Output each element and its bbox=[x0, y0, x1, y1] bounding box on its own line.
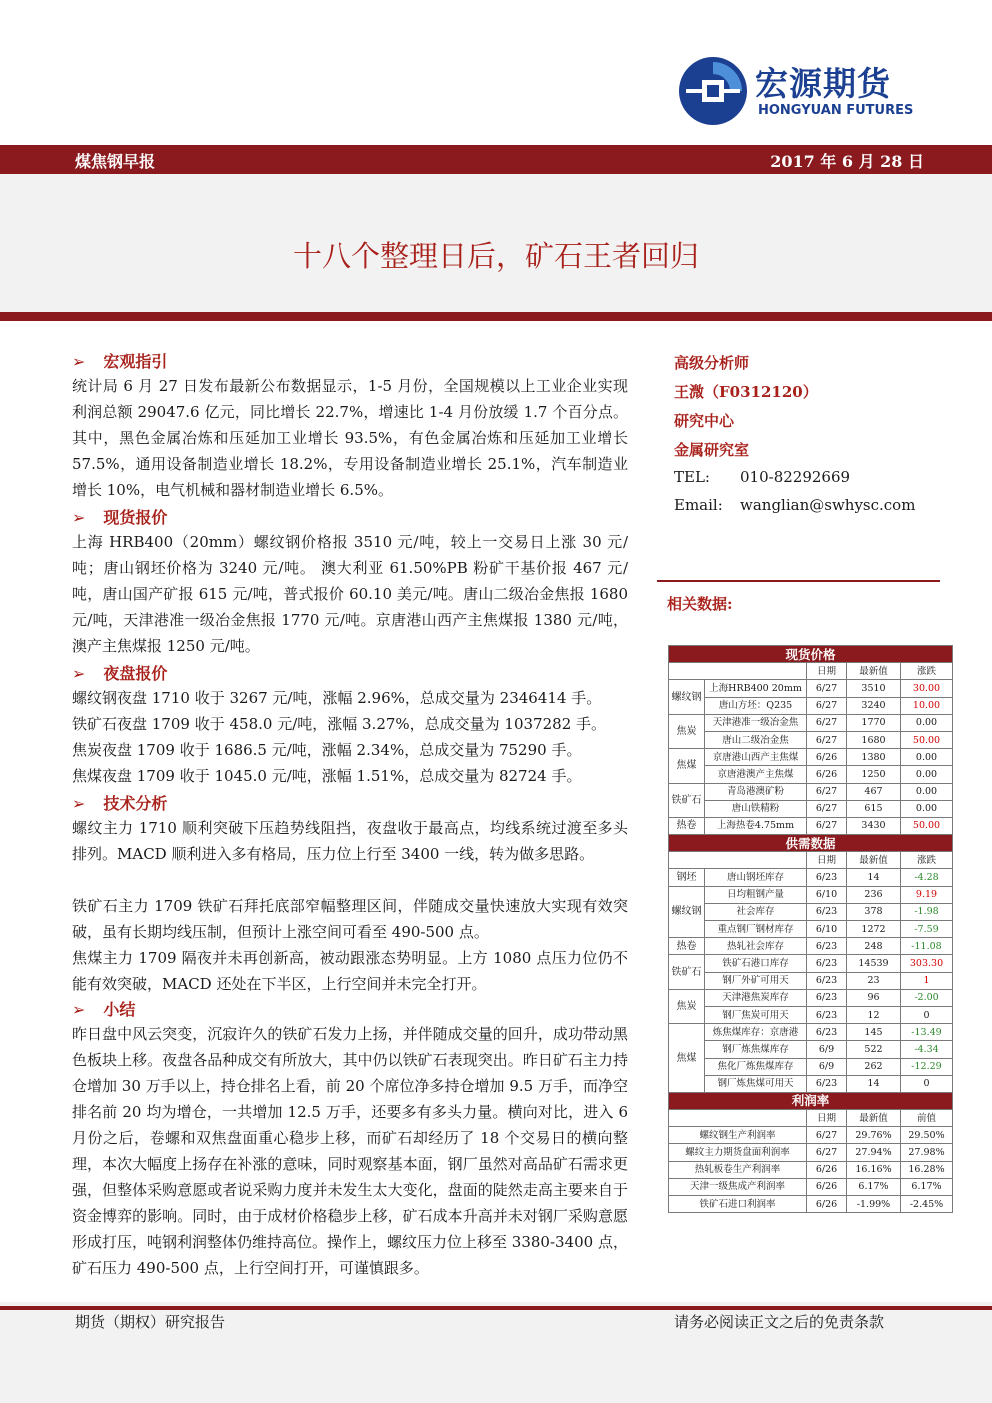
indicator-name-cell: 天津港焦炭库存 bbox=[705, 989, 807, 1006]
value-cell: 6.17% bbox=[847, 1178, 901, 1195]
date-cell: 6/26 bbox=[807, 749, 847, 766]
previous-value-cell: 16.28% bbox=[901, 1161, 953, 1178]
value-cell: 29.76% bbox=[847, 1127, 901, 1144]
change-cell: -7.59 bbox=[901, 921, 953, 938]
value-cell: 1770 bbox=[847, 714, 901, 731]
tech-paragraph-ore: 铁矿石主力 1709 铁矿石拜托底部窄幅整理区间，伴随成交量快速放大实现有效突破，虽有长期均线压制，但预计上涨空间可看至 490-500 点。 bbox=[72, 897, 628, 941]
value-cell: 23 bbox=[847, 972, 901, 989]
sidebar-divider bbox=[657, 580, 940, 582]
value-cell: 3510 bbox=[847, 680, 901, 697]
night-paragraph-coal: 焦煤夜盘 1709 收于 1045.0 元/吨，涨幅 1.51%，总成交量为 82724 手。 bbox=[72, 767, 582, 785]
table-row bbox=[669, 800, 953, 817]
section-heading-tech: ➢ 技术分析 bbox=[72, 794, 168, 813]
analyst-role: 高级分析师 bbox=[674, 354, 750, 372]
value-cell: 1380 bbox=[847, 749, 901, 766]
change-cell: -4.28 bbox=[901, 869, 953, 886]
table-row bbox=[669, 1058, 953, 1075]
column-header-cell: 最新值 bbox=[847, 663, 901, 680]
change-cell: 30.00 bbox=[901, 680, 953, 697]
table-column-header bbox=[669, 663, 953, 680]
analyst-email: Email: wanglian@swhysc.com bbox=[674, 496, 916, 514]
table-row bbox=[669, 972, 953, 989]
section-title-cell: 供需数据 bbox=[669, 835, 953, 852]
category-cell: 钢坯 bbox=[669, 869, 705, 886]
summary-paragraph: 昨日盘中风云突变，沉寂许久的铁矿石发力上扬，并伴随成交量的回升，成功带动黑色板块上移。夜盘各品种成交有所放大，其中仍以铁矿石表现突出。昨日矿石主力持仓增加 30 万手以上，持仓排名上看，前 20 个席位净多持仓增加 9.5 万手，而净空排名前 20 均为增仓，一共增加 12.5 万手，还要多有多头力量。横向对比，进入 6 月份之后，卷螺和双焦盘面重心稳步上移，而矿石却经历了 18 个交易日的横向整理，本次大幅度上扬存在补涨的意味，同时观察基本面，钢厂虽然对高品矿石需求更强，但整体采购意愿或者说采购力度并未发生太大变化，盘面的陡然走高主要来自于资金博弈的影响。同时，由于成材价格稳步上移，矿石成本升高并未对钢厂采购意愿形成打压，吨钢利润整体仍维持高位。操作上，螺纹压力位上移至 3380-3400 点，矿石压力 490-500 点，上行空间打开，可谨慎跟多。 bbox=[72, 1025, 628, 1277]
tech-paragraph-coal: 焦煤主力 1709 隔夜并未再创新高，被动跟涨态势明显。上方 1080 点压力位仍不能有效突破，MACD 还处在下半区，上行空间并未完全打开。 bbox=[72, 949, 628, 993]
indicator-name-cell: 焦化厂炼焦煤库存 bbox=[705, 1058, 807, 1075]
footer-left-text: 期货（期权）研究报告 bbox=[75, 1313, 226, 1331]
report-type: 煤焦钢早报 bbox=[75, 152, 156, 171]
brand-name-en: HONGYUAN FUTURES bbox=[758, 103, 914, 118]
column-header-cell: 最新值 bbox=[847, 1110, 901, 1127]
night-paragraph-rebar: 螺纹钢夜盘 1710 收于 3267 元/吨，涨幅 2.96%，总成交量为 2346414 手。 bbox=[72, 689, 602, 707]
table-row bbox=[669, 817, 953, 834]
date-cell: 6/26 bbox=[807, 1196, 847, 1213]
date-cell: 6/10 bbox=[807, 886, 847, 903]
table-row bbox=[669, 938, 953, 955]
brand-name-cn: 宏源期货 bbox=[755, 64, 891, 103]
indicator-name-cell: 唐山方坯：Q235 bbox=[705, 697, 807, 714]
date-cell: 6/27 bbox=[807, 714, 847, 731]
value-cell: 1272 bbox=[847, 921, 901, 938]
category-cell: 螺纹钢 bbox=[669, 886, 705, 938]
change-cell: 50.00 bbox=[901, 817, 953, 834]
category-cell: 焦炭 bbox=[669, 989, 705, 1023]
indicator-name-cell: 日均粗钢产量 bbox=[705, 886, 807, 903]
date-cell: 6/26 bbox=[807, 1178, 847, 1195]
table-column-header bbox=[669, 1110, 953, 1127]
section-title-cell: 现货价格 bbox=[669, 646, 953, 663]
market-data-table bbox=[668, 645, 953, 1213]
indicator-name-cell: 钢厂炼焦煤可用天 bbox=[705, 1075, 807, 1092]
indicator-name-cell: 社会库存 bbox=[705, 903, 807, 920]
indicator-name-cell: 唐山钢坯库存 bbox=[705, 869, 807, 886]
indicator-name-cell: 铁矿石进口利润率 bbox=[669, 1196, 807, 1213]
title-divider bbox=[0, 312, 992, 321]
section-heading-night: ➢ 夜盘报价 bbox=[72, 664, 168, 683]
value-cell: 1250 bbox=[847, 766, 901, 783]
arrow-bullet-icon: ➢ bbox=[72, 508, 86, 527]
value-cell: 145 bbox=[847, 1024, 901, 1041]
table-section-header bbox=[669, 835, 953, 852]
tech-paragraph-rebar: 螺纹主力 1710 顺利突破下压趋势线阻挡，夜盘收于最高点，均线系统过渡至多头排列。MACD 顺利进入多有格局，压力位上行至 3400 一线，转为做多思路。 bbox=[72, 819, 628, 863]
column-header-cell: 前值 bbox=[901, 1110, 953, 1127]
value-cell: 14539 bbox=[847, 955, 901, 972]
date-cell: 6/27 bbox=[807, 680, 847, 697]
section-heading-spot: ➢ 现货报价 bbox=[72, 508, 168, 527]
value-cell: 14 bbox=[847, 1075, 901, 1092]
table-row bbox=[669, 1024, 953, 1041]
table-row bbox=[669, 1144, 953, 1161]
column-header-cell: 日期 bbox=[807, 852, 847, 869]
date-cell: 6/27 bbox=[807, 1127, 847, 1144]
spot-paragraph: 上海 HRB400（20mm）螺纹钢价格报 3510 元/吨，较上一交易日上涨 30 元/吨；唐山钢坯价格为 3240 元/吨。 澳大利亚 61.50%PB 粉矿干基价报 467 元/吨，唐山国产矿报 615 元/吨，普式报价 60.10 美元/吨。唐山二级冶金焦报 1680 元/吨，天津港准一级冶金焦报 1770 元/吨。京唐港山西产主焦煤报 1380 元/吨，澳产主焦煤报 1250 元/吨。 bbox=[72, 533, 628, 655]
table-row bbox=[669, 989, 953, 1006]
analyst-tel: TEL: 010-82292669 bbox=[674, 468, 851, 486]
change-cell: 0 bbox=[901, 1075, 953, 1092]
arrow-bullet-icon: ➢ bbox=[72, 352, 86, 371]
date-cell: 6/23 bbox=[807, 1075, 847, 1092]
value-cell: 16.16% bbox=[847, 1161, 901, 1178]
table-row bbox=[669, 1178, 953, 1195]
footer-disclaimer: 请务必阅读正文之后的免责条款 bbox=[673, 1313, 884, 1331]
value-cell: -1.99% bbox=[847, 1196, 901, 1213]
logo-icon bbox=[678, 56, 748, 126]
indicator-name-cell: 热轧板卷生产利润率 bbox=[669, 1161, 807, 1178]
table-row bbox=[669, 1041, 953, 1058]
table-row bbox=[669, 1161, 953, 1178]
change-cell: 0 bbox=[901, 1006, 953, 1023]
analyst-name: 王溦（F0312120） bbox=[674, 383, 818, 401]
date-cell: 6/9 bbox=[807, 1058, 847, 1075]
table-row bbox=[669, 903, 953, 920]
indicator-name-cell: 上海热卷4.75mm bbox=[705, 817, 807, 834]
macro-paragraph: 统计局 6 月 27 日发布最新公布数据显示，1-5 月份，全国规模以上工业企业实现利润总额 29047.6 亿元，同比增长 22.7%，增速比 1-4 月份放缓 1.7 个百分点。其中，黑色金属冶炼和压延加工业增长 93.5%，有色金属冶炼和压延加工业增长 57.5%，通用设备制造业增长 18.2%，专用设备制造业增长 25.1%，汽车制造业增长 10%，电气机械和器材制造业增长 6.5%。 bbox=[72, 377, 628, 499]
indicator-name-cell: 京唐港山西产主焦煤 bbox=[705, 749, 807, 766]
table-section-header bbox=[669, 646, 953, 663]
date-cell: 6/27 bbox=[807, 783, 847, 800]
previous-value-cell: 6.17% bbox=[901, 1178, 953, 1195]
report-date: 2017 年 6 月 28 日 bbox=[770, 152, 924, 171]
indicator-name-cell: 唐山铁精粉 bbox=[705, 800, 807, 817]
table-row bbox=[669, 749, 953, 766]
change-cell: -2.00 bbox=[901, 989, 953, 1006]
date-cell: 6/23 bbox=[807, 869, 847, 886]
analyst-subdept: 金属研究室 bbox=[674, 441, 750, 459]
value-cell: 236 bbox=[847, 886, 901, 903]
column-header-cell: 涨跌 bbox=[901, 663, 953, 680]
date-cell: 6/27 bbox=[807, 731, 847, 748]
column-header-cell: 涨跌 bbox=[901, 852, 953, 869]
change-cell: 1 bbox=[901, 972, 953, 989]
indicator-name-cell: 青岛港澳矿粉 bbox=[705, 783, 807, 800]
change-cell: 0.00 bbox=[901, 800, 953, 817]
column-header-cell: 最新值 bbox=[847, 852, 901, 869]
arrow-bullet-icon: ➢ bbox=[72, 664, 86, 683]
date-cell: 6/26 bbox=[807, 766, 847, 783]
date-cell: 6/27 bbox=[807, 817, 847, 834]
table-column-header bbox=[669, 852, 953, 869]
value-cell: 248 bbox=[847, 938, 901, 955]
change-cell: 10.00 bbox=[901, 697, 953, 714]
footer-rule bbox=[0, 1306, 992, 1310]
column-header-cell: 日期 bbox=[807, 663, 847, 680]
date-cell: 6/27 bbox=[807, 1144, 847, 1161]
indicator-name-cell: 重点钢厂钢材库存 bbox=[705, 921, 807, 938]
date-cell: 6/23 bbox=[807, 955, 847, 972]
date-cell: 6/26 bbox=[807, 1161, 847, 1178]
date-cell: 6/27 bbox=[807, 697, 847, 714]
date-cell: 6/23 bbox=[807, 1006, 847, 1023]
table-row bbox=[669, 1075, 953, 1092]
indicator-name-cell: 天津港准一级冶金焦 bbox=[705, 714, 807, 731]
change-cell: 9.19 bbox=[901, 886, 953, 903]
value-cell: 12 bbox=[847, 1006, 901, 1023]
date-cell: 6/10 bbox=[807, 921, 847, 938]
indicator-name-cell: 热轧社会库存 bbox=[705, 938, 807, 955]
indicator-name-cell: 唐山二级冶金焦 bbox=[705, 731, 807, 748]
table-row bbox=[669, 869, 953, 886]
date-cell: 6/27 bbox=[807, 800, 847, 817]
value-cell: 27.94% bbox=[847, 1144, 901, 1161]
night-paragraph-ore: 铁矿石夜盘 1709 收于 458.0 元/吨，涨幅 3.27%，总成交量为 1037282 手。 bbox=[72, 715, 607, 733]
table-row bbox=[669, 697, 953, 714]
value-cell: 14 bbox=[847, 869, 901, 886]
category-cell: 铁矿石 bbox=[669, 783, 705, 817]
date-cell: 6/23 bbox=[807, 903, 847, 920]
date-cell: 6/9 bbox=[807, 1041, 847, 1058]
category-cell: 热卷 bbox=[669, 938, 705, 955]
arrow-bullet-icon: ➢ bbox=[72, 1000, 86, 1019]
indicator-name-cell: 钢厂炼焦煤库存 bbox=[705, 1041, 807, 1058]
value-cell: 3240 bbox=[847, 697, 901, 714]
table-row bbox=[669, 680, 953, 697]
change-cell: 0.00 bbox=[901, 749, 953, 766]
indicator-name-cell: 京唐港澳产主焦煤 bbox=[705, 766, 807, 783]
value-cell: 3430 bbox=[847, 817, 901, 834]
date-cell: 6/23 bbox=[807, 1024, 847, 1041]
table-row bbox=[669, 1006, 953, 1023]
indicator-name-cell: 螺纹主力期货盘面利润率 bbox=[669, 1144, 807, 1161]
section-heading-macro: ➢ 宏观指引 bbox=[72, 352, 168, 371]
blank-header-cell bbox=[669, 852, 807, 869]
section-heading-summary: ➢ 小结 bbox=[72, 1000, 136, 1019]
indicator-name-cell: 钢厂焦炭可用天 bbox=[705, 1006, 807, 1023]
table-row bbox=[669, 921, 953, 938]
related-data-label: 相关数据: bbox=[667, 595, 733, 613]
value-cell: 378 bbox=[847, 903, 901, 920]
arrow-bullet-icon: ➢ bbox=[72, 794, 86, 813]
change-cell: 50.00 bbox=[901, 731, 953, 748]
change-cell: 0.00 bbox=[901, 783, 953, 800]
blank-header-cell bbox=[669, 1110, 807, 1127]
table-section-header bbox=[669, 1092, 953, 1109]
indicator-name-cell: 钢厂外矿可用天 bbox=[705, 972, 807, 989]
table-row bbox=[669, 1196, 953, 1213]
table-row bbox=[669, 766, 953, 783]
category-cell: 热卷 bbox=[669, 817, 705, 834]
category-cell: 焦煤 bbox=[669, 749, 705, 783]
change-cell: -11.08 bbox=[901, 938, 953, 955]
change-cell: -12.29 bbox=[901, 1058, 953, 1075]
date-cell: 6/23 bbox=[807, 989, 847, 1006]
table-row bbox=[669, 955, 953, 972]
table-row bbox=[669, 714, 953, 731]
table-row bbox=[669, 731, 953, 748]
category-cell: 铁矿石 bbox=[669, 955, 705, 989]
change-cell: 0.00 bbox=[901, 714, 953, 731]
indicator-name-cell: 上海HRB400 20mm bbox=[705, 680, 807, 697]
date-cell: 6/23 bbox=[807, 938, 847, 955]
category-cell: 焦煤 bbox=[669, 1024, 705, 1093]
change-cell: -1.98 bbox=[901, 903, 953, 920]
table-row bbox=[669, 1127, 953, 1144]
value-cell: 522 bbox=[847, 1041, 901, 1058]
table-row bbox=[669, 783, 953, 800]
indicator-name-cell: 螺纹钢生产利润率 bbox=[669, 1127, 807, 1144]
date-cell: 6/23 bbox=[807, 972, 847, 989]
change-cell: -4.34 bbox=[901, 1041, 953, 1058]
previous-value-cell: -2.45% bbox=[901, 1196, 953, 1213]
value-cell: 1680 bbox=[847, 731, 901, 748]
value-cell: 615 bbox=[847, 800, 901, 817]
previous-value-cell: 29.50% bbox=[901, 1127, 953, 1144]
category-cell: 焦炭 bbox=[669, 714, 705, 748]
analyst-dept: 研究中心 bbox=[674, 412, 735, 430]
table-row bbox=[669, 886, 953, 903]
blank-header-cell bbox=[669, 663, 807, 680]
value-cell: 96 bbox=[847, 989, 901, 1006]
night-paragraph-coke: 焦炭夜盘 1709 收于 1686.5 元/吨，涨幅 2.34%，总成交量为 75290 手。 bbox=[72, 741, 582, 759]
column-header-cell: 日期 bbox=[807, 1110, 847, 1127]
indicator-name-cell: 铁矿石港口库存 bbox=[705, 955, 807, 972]
indicator-name-cell: 炼焦煤库存：京唐港 bbox=[705, 1024, 807, 1041]
change-cell: 0.00 bbox=[901, 766, 953, 783]
section-title-cell: 利润率 bbox=[669, 1092, 953, 1109]
value-cell: 262 bbox=[847, 1058, 901, 1075]
indicator-name-cell: 天津一级焦成产利润率 bbox=[669, 1178, 807, 1195]
page-title: 十八个整理日后，矿石王者回归 bbox=[292, 239, 699, 273]
change-cell: -13.49 bbox=[901, 1024, 953, 1041]
value-cell: 467 bbox=[847, 783, 901, 800]
category-cell: 螺纹钢 bbox=[669, 680, 705, 714]
change-cell: 303.30 bbox=[901, 955, 953, 972]
previous-value-cell: 27.98% bbox=[901, 1144, 953, 1161]
